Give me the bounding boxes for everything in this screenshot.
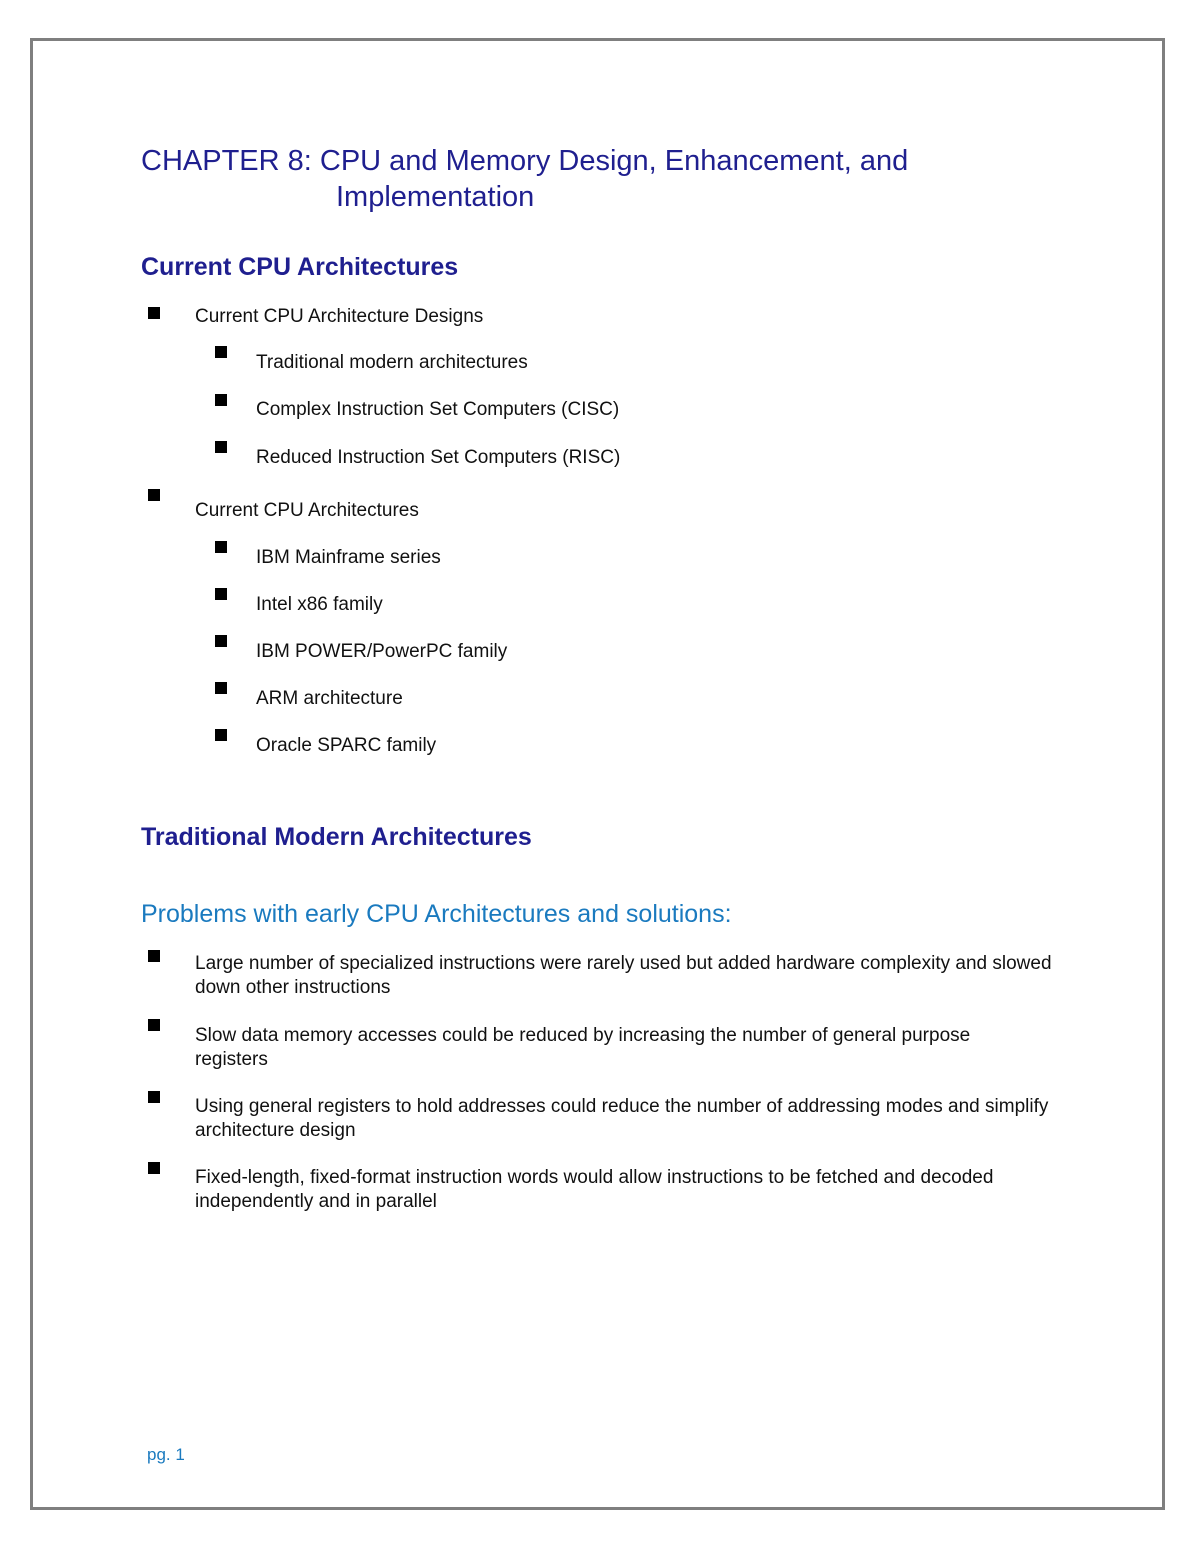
list-item-group2-label: Current CPU Architectures xyxy=(195,500,419,521)
list-item: ARM architecture xyxy=(256,688,403,709)
bullet-square-icon xyxy=(215,635,227,647)
bullet-square-icon xyxy=(148,1019,160,1031)
bullet-square-icon xyxy=(148,1162,160,1174)
bullet-square-icon xyxy=(215,394,227,406)
problem-point: Large number of specialized instructions were rarely used but added hardware complexity and slowed down other instructions xyxy=(195,953,1052,998)
section-heading-traditional-modern: Traditional Modern Architectures xyxy=(141,823,532,851)
bullet-square-icon xyxy=(215,729,227,741)
bullet-square-icon xyxy=(148,489,160,501)
list-item-group1-label: Current CPU Architecture Designs xyxy=(195,306,484,327)
bullet-square-icon xyxy=(215,541,227,553)
bullet-square-icon xyxy=(215,588,227,600)
bullet-square-icon xyxy=(148,307,160,319)
bullet-square-icon xyxy=(215,346,227,358)
bullet-square-icon xyxy=(148,950,160,962)
problem-point: Fixed-length, fixed-format instruction words would allow instructions to be fetched and decoded independently and in parallel xyxy=(195,1167,994,1212)
list-item: Traditional modern architectures xyxy=(256,352,528,373)
bullet-square-icon xyxy=(215,441,227,453)
section-heading-current-cpu: Current CPU Architectures xyxy=(141,253,459,281)
list-item: Intel x86 family xyxy=(256,594,383,615)
bullet-square-icon xyxy=(148,1091,160,1103)
page-number: pg. 1 xyxy=(147,1445,185,1464)
list-item: Reduced Instruction Set Computers (RISC) xyxy=(256,447,621,468)
list-item: Oracle SPARC family xyxy=(256,735,437,756)
list-item: Complex Instruction Set Computers (CISC) xyxy=(256,399,620,420)
problem-point: Using general registers to hold addresses could reduce the number of addressing modes and simplify architecture design xyxy=(195,1096,1049,1141)
list-item: IBM Mainframe series xyxy=(256,547,441,568)
list-item: IBM POWER/PowerPC family xyxy=(256,641,508,662)
problem-point: Slow data memory accesses could be reduced by increasing the number of general purpose registers xyxy=(195,1025,971,1070)
chapter-title-line1: CHAPTER 8: CPU and Memory Design, Enhancement, and xyxy=(141,145,909,177)
bullet-square-icon xyxy=(215,682,227,694)
subheading-problems: Problems with early CPU Architectures and solutions: xyxy=(141,900,732,928)
chapter-title-line2: Implementation xyxy=(336,181,535,213)
